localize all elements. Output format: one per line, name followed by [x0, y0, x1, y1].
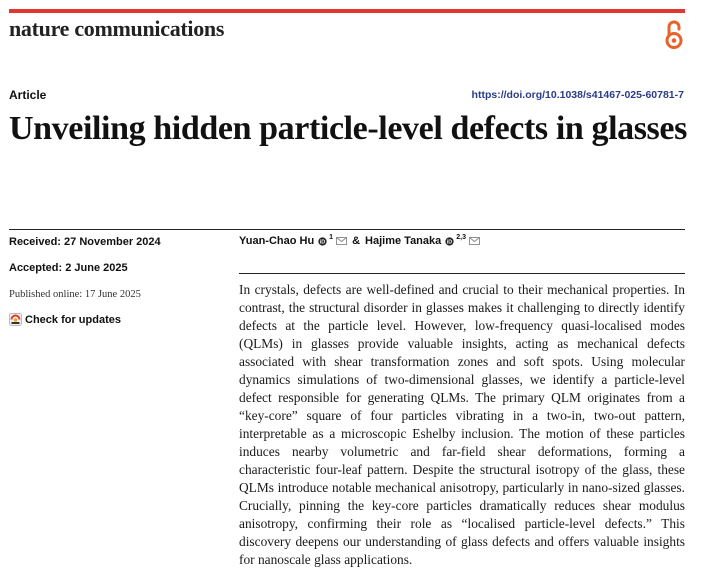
author-affiliation-2: 2,3 — [456, 233, 466, 241]
svg-text:iD: iD — [319, 239, 326, 246]
header-divider — [9, 229, 685, 230]
abstract-text: In crystals, defects are well-defined and crucial to their mechanical properties. In contrast, the structural disorder in glasses makes it challenging to directly identify defects at the particle level. However, low-frequency quasi-localised modes (QLMs) in glasses provide valuable insights, acting as mechanical defects associated with shear transformation zones and soft spots. Using molecular dynamics simulations of two-dimensional glasses, we identify a particle-level defect responsible for generating QLMs. The primary QLM originates from a “key-core” square of four particles vibrating in a two-in, two-out pattern, interpretable as a microscopic Eshelby inclusion. The motion of these particles induces nearby volumetric and far-field shear deformations, forming a characteristic four-leaf pattern. Despite the structural isotropy of the glass, these QLMs introduce notable mechanical anisotropy, particularly in nano-sized glasses. Crucially, pinning the key-core particles dramatically reduces shear modulus anisotropy, confirming their role as “localised particle-level defects.” This discovery deepens our understanding of glass defects and offers valuable insights for nanoscale glass applications. — [239, 282, 685, 567]
author-list — [239, 235, 485, 247]
doi-link[interactable]: https://doi.org/10.1038/s41467-025-60781-7 — [471, 89, 684, 101]
author-affiliation-1: 1 — [329, 233, 334, 241]
author-name-1[interactable]: Yuan-Chao Hu — [239, 235, 315, 247]
author-separator: & — [352, 235, 361, 247]
email-icon[interactable] — [336, 237, 347, 245]
journal-name: nature communications — [9, 16, 225, 41]
check-for-updates-label: Check for updates — [25, 313, 121, 326]
check-for-updates-button[interactable] — [9, 313, 121, 326]
article-type: Article — [9, 88, 47, 102]
brand-top-bar — [9, 9, 685, 13]
open-access-lock-icon — [664, 20, 684, 50]
orcid-icon[interactable] — [445, 237, 454, 246]
check-updates-icon — [9, 313, 22, 326]
svg-text:iD: iD — [447, 239, 453, 246]
accepted-date: Accepted: 2 June 2025 — [9, 262, 128, 274]
author-name-2[interactable]: Hajime Tanaka — [365, 235, 442, 247]
email-icon[interactable] — [469, 237, 480, 245]
abstract-divider — [239, 273, 685, 274]
article-title: Unveiling hidden particle-level defects in glasses — [9, 110, 687, 147]
received-date: Received: 27 November 2024 — [9, 236, 161, 248]
orcid-icon[interactable] — [318, 237, 327, 246]
published-date: Published online: 17 June 2025 — [9, 289, 141, 300]
